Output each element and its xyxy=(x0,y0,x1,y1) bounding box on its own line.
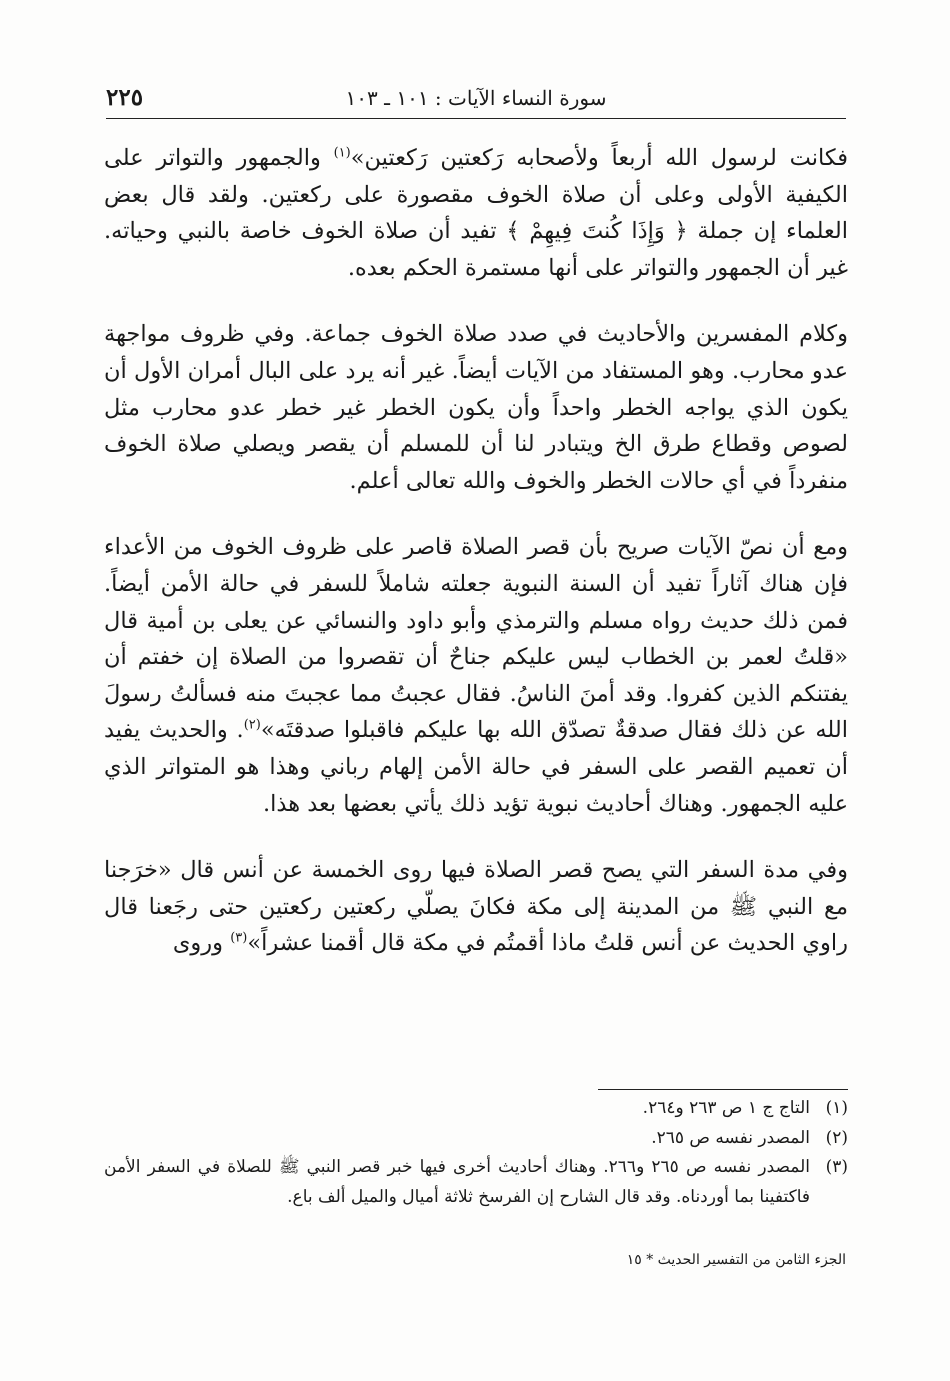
footnote-number: (٣) xyxy=(825,1157,848,1177)
footnote xyxy=(104,1094,848,1124)
main-text xyxy=(104,140,848,962)
paragraph xyxy=(104,852,848,962)
paragraph xyxy=(104,140,848,286)
footnote-text: المصدر نفسه ص ٢٦٥. xyxy=(651,1127,810,1148)
footnote-reference: (٣) xyxy=(230,930,248,946)
footnote-number: (١) xyxy=(825,1098,848,1118)
paragraph xyxy=(104,316,848,499)
footnote-reference: (١) xyxy=(333,145,351,161)
chapter-title: سورة النساء الآيات : ١٠١ ـ ١٠٣ xyxy=(345,86,607,110)
footnote-reference: (٢) xyxy=(243,717,261,733)
footnote xyxy=(104,1153,848,1212)
footnote-divider xyxy=(598,1089,848,1090)
footnote-text: التاج ج ١ ص ٢٦٣ و٢٦٤. xyxy=(642,1098,810,1118)
footnote-number: (٢) xyxy=(825,1127,848,1148)
printer-signature: الجزء الثامن من التفسير الحديث * ١٥ xyxy=(626,1252,846,1268)
page-header xyxy=(106,84,846,119)
paragraph-text: وروى xyxy=(172,930,231,957)
page-number: ٢٢٥ xyxy=(106,84,144,111)
paragraph-text: وفي مدة السفر التي يصح قصر الصلاة فيها روى الخمسة عن أنس قال «خرَجنا مع النبي ﷺ من المدينة إلى مكة فكانَ يصلّي ركعتين ركعتين حتى رجَعنا قال راوي الحديث عن أنس قلتُ ماذا أقمتُم في مكة قال أقمنا عشراً» xyxy=(104,857,848,957)
footnote-text: المصدر نفسه ص ٢٦٥ و٢٦٦. وهناك أحاديث أخرى فيها خبر قصر النبي ﷺ للصلاة في السفر الأمن فاكتفينا بما أوردناه. وقد قال الشارح إن الفرسخ ثلاثة أميال والميل ألف باع. xyxy=(104,1157,810,1207)
footnote xyxy=(104,1124,848,1154)
footnotes xyxy=(104,1094,848,1212)
paragraph-text: وكلام المفسرين والأحاديث في صدد صلاة الخوف جماعة. وفي ظروف مواجهة عدو محارب. وهو المستفاد من الآيات أيضاً. غير أنه يرد على البال أمران الأول أن يكون الذي يواجه الخطر واحداً وأن يكون الخطر غير خطر عدو محارب مثل لصوص وقطاع طرق الخ ويتبادر لنا أن للمسلم أن يقصر ويصلي صلاة الخوف منفرداً في أي حالات الخطر والخوف والله تعالى أعلم. xyxy=(104,321,848,494)
paragraph xyxy=(104,529,848,822)
paragraph-text: فكانت لرسول الله أربعاً ولأصحابه رَكعتين رَكعتين» xyxy=(350,145,848,171)
paragraph-text: . والحديث يفيد أن تعميم القصر على السفر في حالة الأمن إلهام رباني وهذا هو المتواتر الذي عليه الجمهور. وهناك أحاديث نبوية تؤيد ذلك يأتي بعضها بعد هذا. xyxy=(104,717,848,817)
paragraph-text: ومع أن نصّ الآيات صريح بأن قصر الصلاة قاصر على ظروف الخوف من الأعداء فإن هناك آثاراً تفيد أن السنة النبوية جعلته شاملاً للسفر في حالة الأمن أيضاً. فمن ذلك حديث رواه مسلم والترمذي وأبو داود والنسائي عن يعلى بن أمية قال «قلتُ لعمر بن الخطاب ليس عليكم جناحٌ أن تقصروا من الصلاة إن خفتم أن يفتنكم الذين كفروا. وقد أمنَ الناسُ. فقال عجبتُ مما عجبتَ منه فسألتُ رسولَ الله عن ذلك فقال صدقةٌ تصدّق الله بها عليكم فاقبلوا صدقتَه» xyxy=(104,534,848,744)
paragraph-text: والجمهور والتواتر على الكيفية الأولى وعلى أن صلاة الخوف مقصورة على ركعتين. ولقد قال بعض العلماء إن جملة ﴿ وَإِذَا كُنتَ فِيهِمْ ﴾ تفيد أن صلاة الخوف خاصة بالنبي وحياته. غير أن الجمهور والتواتر على أنها مستمرة الحكم بعده. xyxy=(104,145,848,281)
